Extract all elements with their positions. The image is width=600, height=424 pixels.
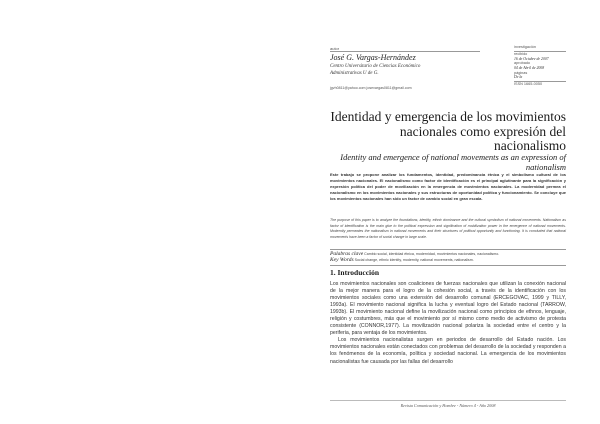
- keywords-spanish-text: Cambio social, identidad étnica, modernidad, movimientos nacionales, nacionalismo.: [364, 252, 500, 256]
- keywords-spanish-label: Palabras clave: [330, 251, 364, 257]
- body-text: [330, 281, 566, 366]
- issn: ISSN 1665-0050: [514, 82, 543, 87]
- keywords-english-text: Social change, ethnic identity, modernity, national movements, nationalism.: [354, 258, 474, 262]
- keywords-english: [330, 257, 566, 263]
- keywords-divider: [330, 249, 566, 250]
- article-type: investigación: [514, 45, 536, 49]
- pages-label: páginas: [514, 70, 528, 75]
- page-footer: Revista Comunicación y Hombre - Número 4 - Año 2008: [400, 403, 496, 408]
- received-label: recibido: [514, 52, 528, 57]
- footer-divider: [330, 400, 566, 401]
- author-divider: [330, 51, 480, 52]
- institution-line-2: Administrativas U de G.: [330, 71, 379, 76]
- author-email: jgvh0811@yahoo.com josevargas0811@gmail.com: [330, 86, 412, 90]
- section-divider: [330, 265, 566, 266]
- body-paragraph-1: Los movimientos nacionales son coaliciones de fuerzas nacionales que utilizan la conexión nacional de la mejor manera para el logro de la cohesión social, a través de la identificación con los movimientos sociales como una extensión del desarrollo comunal (ERCEGOVAC, 1999 y TILLY, 1993a). El movimiento nacional significa la lucha y eventual logro del Estado nacional (TARROW, 1993b). El movimiento nacional define la movilización nacional como principios de ethnos, lenguaje, religión y costumbres, más que el movimiento por sí mismo como medio de activismo de protesta consistente (CONNOR,1977). La movilización nacional polariza la sociedad entre el centro y la periferia, para ventaja de los movimientos.: [330, 281, 566, 337]
- meta-divider: [514, 51, 566, 52]
- author-label: autor: [330, 46, 340, 51]
- keywords-english-label: Key Words: [330, 257, 354, 263]
- accepted-label: aprobado: [514, 61, 531, 66]
- meta-divider-2: [514, 81, 566, 82]
- author-name: José G. Vargas-Hernández: [330, 53, 416, 62]
- received-date: 16 de Octubre de 2007: [514, 56, 549, 61]
- body-paragraph-2: Los movimientos nacionalistas surgen en periodos de desarrollo del Estado nación. Los movimientos nacionales están conectados con problemas del desarrollo de la sociedad y responden a los fenómenos de la economía, política y sociedad nacional. La emergencia de los movimientos nacionalistas fue causada por las fallas del desarrollo: [330, 337, 566, 365]
- pages-value: De la: [514, 75, 523, 80]
- section-heading: 1. Introducción: [330, 268, 380, 277]
- institution-line-1: Centro Universitario de Ciencias Económico: [330, 64, 421, 69]
- title-english: Identity and emergence of national movements as an expression of nationalism: [340, 152, 566, 172]
- abstract-english: The purpose of this paper is to analyze the foundations, identity, ethnic dominance and the cultural symbolism of national movements. Nationalism as factor of identification is the main glue to the political expression and signification of mobilization power in the emergence of national movements. Modernity permeates the nationalism in national movements and their structures of political opportunity and functioning. It is concluded that national movements have been a factor of social change in large scale.: [330, 218, 566, 239]
- title-spanish: Identidad y emergencia de los movimientos nacionales como expresión del nacionalismo: [330, 109, 566, 153]
- article-meta: [514, 45, 566, 87]
- accepted-date: 04 de Abril de 2008: [514, 65, 545, 70]
- abstract-spanish: Este trabajo se propone analizar los fundamentos, identidad, predominancia étnica y el simbolismo cultural de los movimientos nacionales. El nacionalismo como factor de identificación es el principal aglutinante para la significación y expresión política del poder de movilización en la emergencia de movimientos nacionales. La modernidad permea el nacionalismo en los movimientos nacionales y sus estructuras de oportunidad política y funcionamiento. Se concluye que los movimientos nacionales han sido un factor de cambio social en gran escala.: [330, 172, 566, 202]
